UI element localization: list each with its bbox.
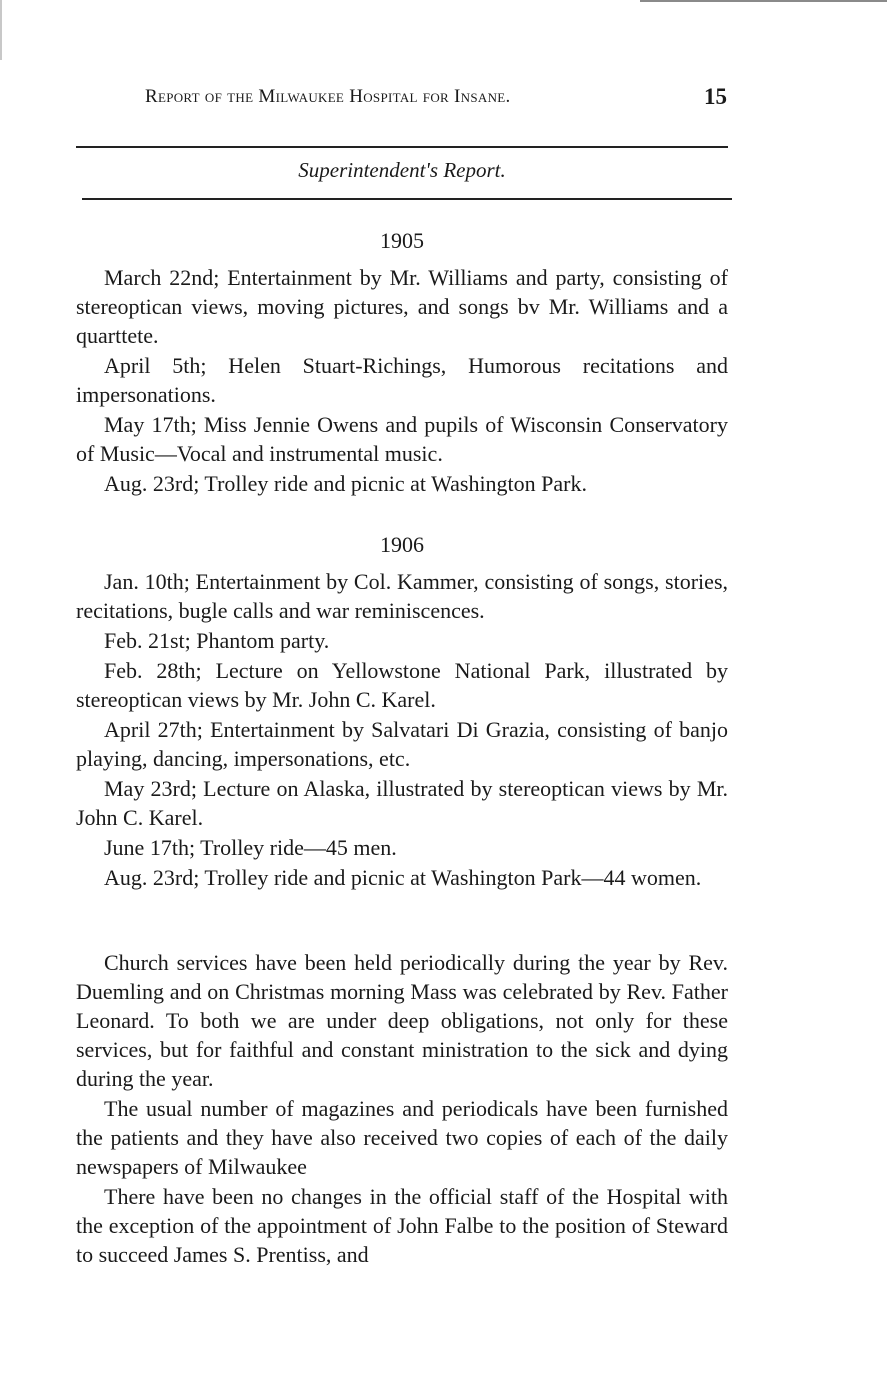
running-title: Report of the Milwaukee Hospital for Insane. bbox=[145, 86, 511, 107]
header-rule-top bbox=[76, 146, 728, 148]
page-number: 15 bbox=[704, 84, 727, 109]
header-rule-bottom bbox=[82, 198, 732, 200]
page-edge-left bbox=[0, 0, 2, 60]
paragraph-magazines: The usual number of magazines and periodicals have been furnished the patients and they have also received two copies of each of the daily newspapers of Milwaukee bbox=[76, 1096, 728, 1179]
entry-1906-june: June 17th; Trolley ride—45 men. bbox=[104, 835, 397, 860]
year-1905-section bbox=[76, 226, 728, 498]
entry-1905-august: Aug. 23rd; Trolley ride and picnic at Washington Park. bbox=[104, 471, 587, 496]
page-edge-top bbox=[640, 0, 887, 2]
running-head bbox=[145, 84, 727, 114]
entry-1906-feb-28: Feb. 28th; Lecture on Yellowstone National Park, illustrated by stereoptican views by Mr. John C. Karel. bbox=[76, 658, 728, 712]
entry-1905-may: May 17th; Miss Jennie Owens and pupils of Wisconsin Conservatory of Music—Vocal and instrumental music. bbox=[76, 412, 728, 466]
section-title: Superintendent's Report. bbox=[298, 158, 506, 182]
entry-1905-april: April 5th; Helen Stuart-Richings, Humorous recitations and impersonations. bbox=[76, 353, 728, 407]
year-heading-1905: 1905 bbox=[380, 228, 424, 253]
year-1906-section bbox=[76, 530, 728, 892]
entry-1906-august: Aug. 23rd; Trolley ride and picnic at Washington Park—44 women. bbox=[104, 865, 702, 890]
entry-1906-may: May 23rd; Lecture on Alaska, illustrated by stereoptican views by Mr. John C. Karel. bbox=[76, 776, 728, 830]
paragraph-church-services: Church services have been held periodically during the year by Rev. Duemling and on Christmas morning Mass was celebrated by Rev. Father Leonard. To both we are under deep obligations, not only for these services, but for faithful and constant ministration to the sick and dying during the year. bbox=[76, 950, 728, 1091]
paragraph-staff-changes: There have been no changes in the official staff of the Hospital with the exception of the appointment of John Falbe to the position of Steward to succeed James S. Prentiss, and bbox=[76, 1184, 728, 1267]
prose-section bbox=[76, 948, 728, 1269]
entry-1905-march: March 22nd; Entertainment by Mr. Williams and party, consisting of stereoptican views, moving pictures, and songs bv Mr. Williams and a quarttete. bbox=[76, 265, 728, 348]
entry-1906-jan: Jan. 10th; Entertainment by Col. Kammer, consisting of songs, stories, recitations, bugle calls and war reminiscences. bbox=[76, 569, 728, 623]
year-heading-1906: 1906 bbox=[380, 532, 424, 557]
entry-1906-april: April 27th; Entertainment by Salvatari Di Grazia, consisting of banjo playing, dancing, impersonations, etc. bbox=[76, 717, 728, 771]
entry-1906-feb-21: Feb. 21st; Phantom party. bbox=[104, 628, 330, 653]
